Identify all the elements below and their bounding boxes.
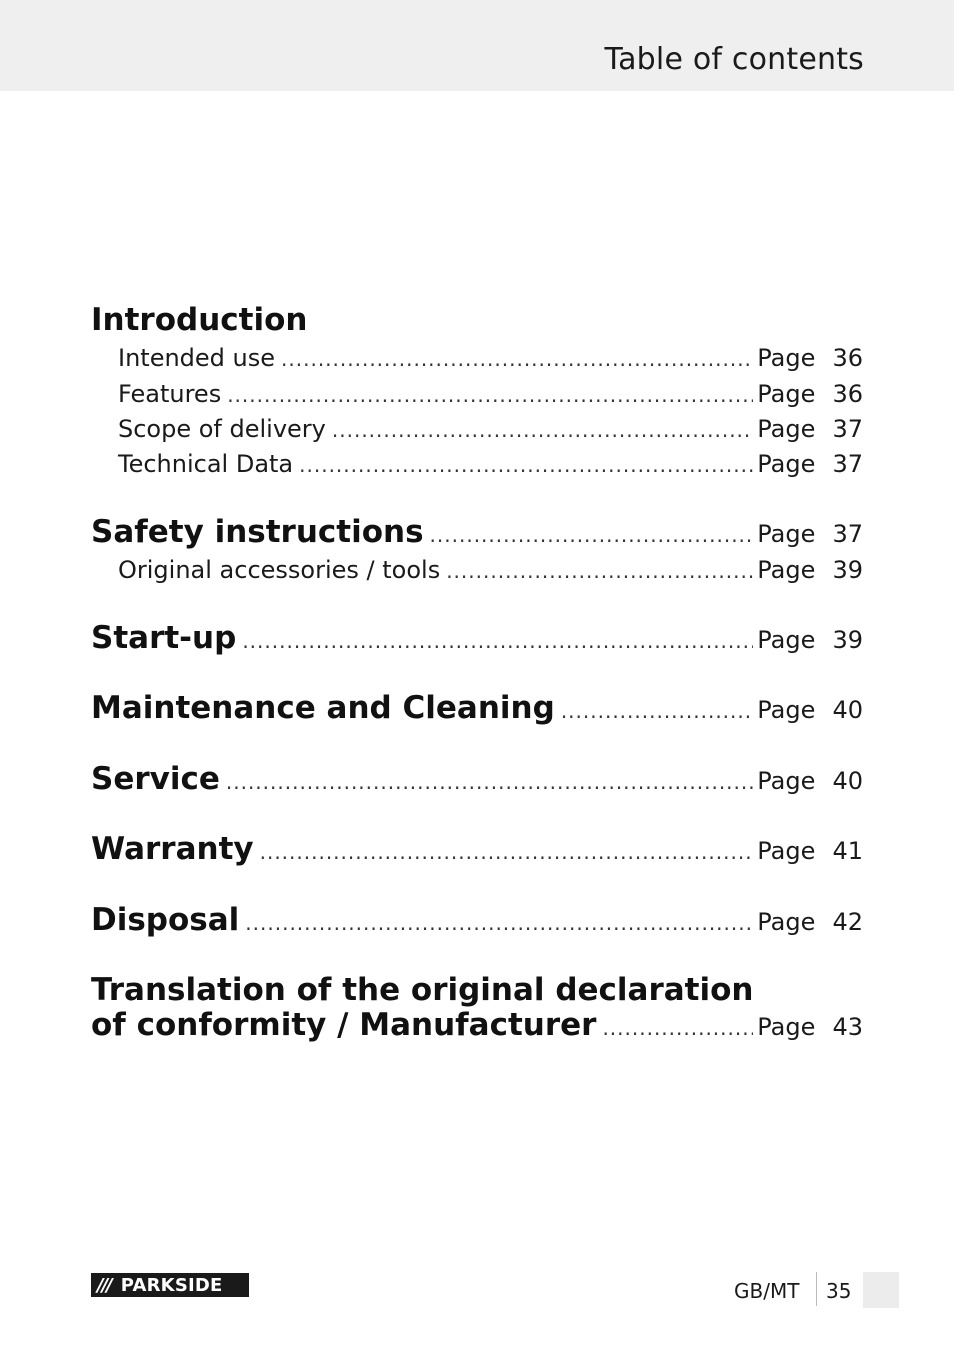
dot-leader (227, 383, 753, 407)
toc-entry-label: Features (118, 380, 222, 408)
dot-leader (299, 453, 753, 477)
toc-entry[interactable] (118, 556, 863, 584)
toc-heading-startup[interactable] (91, 620, 863, 656)
toc-entry-label: Intended use (118, 344, 276, 372)
toc-heading-label: Disposal (91, 902, 240, 938)
toc-heading-label: Maintenance and Cleaning (91, 690, 555, 726)
toc-page-ref: Page 42 (757, 908, 863, 936)
page-title: Table of contents (604, 42, 864, 77)
dot-leader (561, 699, 753, 723)
language-code: GB/MT (734, 1279, 800, 1303)
logo-stripes-icon: /// (97, 1274, 111, 1296)
toc-entry[interactable] (118, 450, 863, 478)
toc-heading-maintenance[interactable] (91, 690, 863, 726)
toc-heading-warranty[interactable] (91, 831, 863, 867)
dot-leader (332, 418, 753, 442)
toc-heading-service[interactable] (91, 761, 863, 797)
toc-heading-translation[interactable] (91, 1007, 863, 1043)
toc-entry-label: Original accessories / tools (118, 556, 441, 584)
parkside-logo (91, 1273, 249, 1297)
toc-page-ref: Page 36 (757, 380, 863, 408)
toc-entry[interactable] (118, 415, 863, 443)
toc-page-ref: Page 39 (757, 556, 863, 584)
dot-leader (446, 559, 753, 583)
toc-heading-translation-line1[interactable]: Translation of the original declaration (91, 972, 754, 1008)
toc-page-ref: Page 43 (757, 1013, 863, 1041)
toc-page-ref: Page 40 (757, 767, 863, 795)
brand-name: PARKSIDE (120, 1274, 223, 1296)
dot-leader (245, 911, 753, 935)
toc-heading-introduction[interactable]: Introduction (91, 302, 308, 338)
toc-page-ref: Page 37 (757, 520, 863, 548)
toc-heading-disposal[interactable] (91, 902, 863, 938)
dot-leader (281, 347, 753, 371)
footer-tab-marker (863, 1272, 899, 1308)
toc-heading-label: of conformity / Manufacturer (91, 1007, 597, 1043)
toc-page-ref: Page 39 (757, 626, 863, 654)
toc-entry[interactable] (118, 344, 863, 372)
dot-leader (430, 523, 754, 547)
toc-page-ref: Page 37 (757, 450, 863, 478)
toc-heading-label: Warranty (91, 831, 254, 867)
toc-page-ref: Page 37 (757, 415, 863, 443)
toc-page-ref: Page 40 (757, 696, 863, 724)
footer-divider (816, 1272, 817, 1306)
dot-leader (260, 840, 754, 864)
toc-heading-safety[interactable] (91, 514, 863, 550)
dot-leader (602, 1016, 753, 1040)
page-number: 35 (826, 1279, 852, 1303)
toc-entry-label: Scope of delivery (118, 415, 326, 443)
toc-page-ref: Page 36 (757, 344, 863, 372)
toc-page-ref: Page 41 (757, 837, 863, 865)
toc-heading-label: Service (91, 761, 220, 797)
dot-leader (242, 629, 753, 653)
toc-heading-label: Start-up (91, 620, 237, 656)
toc-entry-label: Technical Data (118, 450, 294, 478)
toc-entry[interactable] (118, 380, 863, 408)
dot-leader (226, 770, 753, 794)
toc-heading-label: Safety instructions (91, 514, 424, 550)
